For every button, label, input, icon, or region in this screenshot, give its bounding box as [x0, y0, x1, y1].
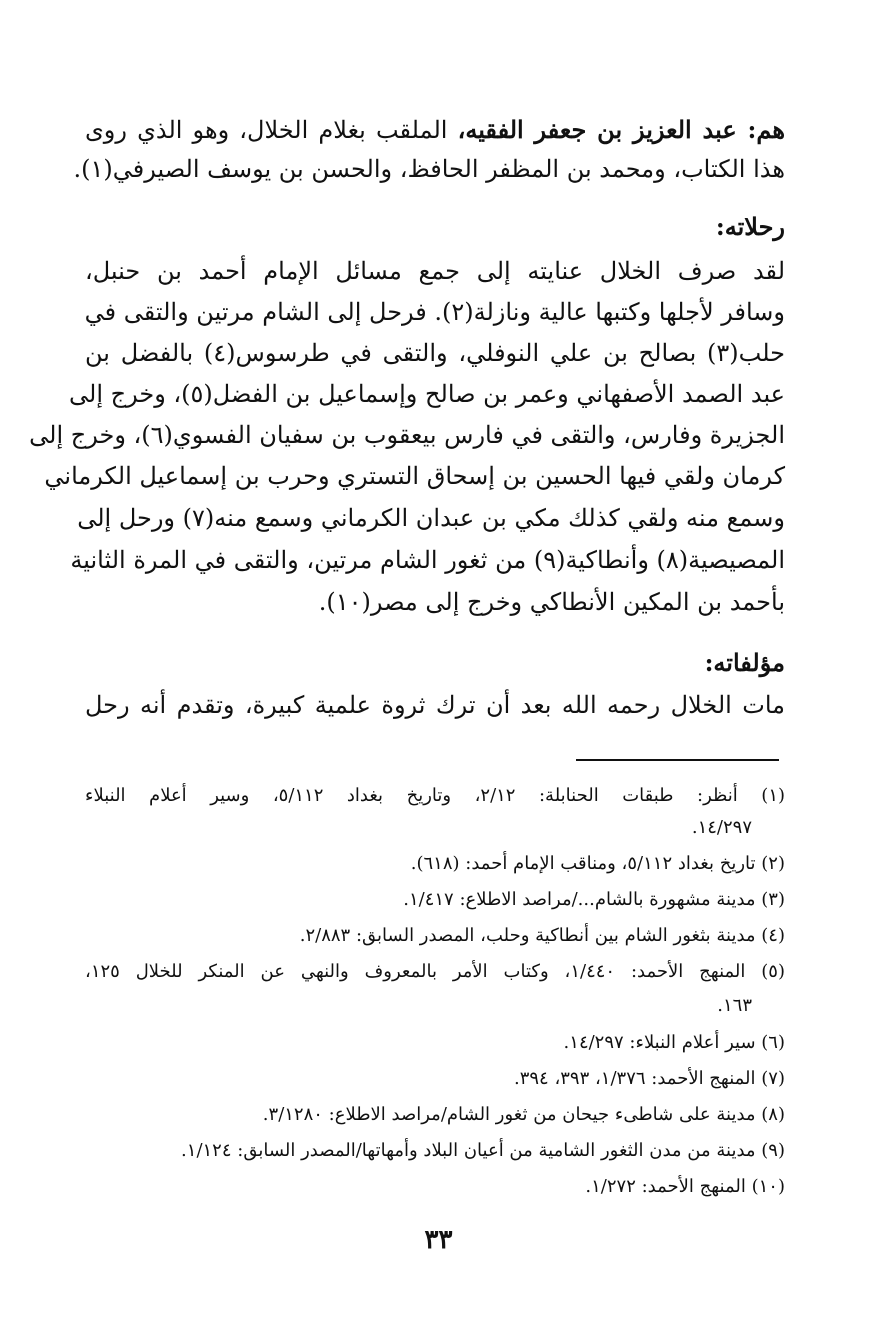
section-heading-travels: رحلاته:: [715, 212, 785, 241]
footnote-5: (٥) المنهج الأحمد: ١/٤٤٠، وكتاب الأمر بالمعروف والنهي عن المنكر للخلال ١٢٥،: [85, 961, 785, 982]
footnote-4: (٤) مدينة بثغور الشام بين أنطاكية وحلب، المصدر السابق: ٢/٨٨٣.: [299, 925, 785, 946]
body-text: الملقب بغلام الخلال، وهو الذي روى: [85, 116, 458, 144]
footnote-8: (٨) مدينة على شاطىء جيحان من ثغور الشام/مراصد الاطلاع: ٣/١٢٨٠.: [262, 1104, 785, 1125]
footnote-1-continuation: ١٤/٢٩٧.: [691, 817, 752, 838]
body-line: وسمع منه ولقي كذلك مكي بن عبدان الكرماني وسمع منه(٧) ورحل إلى: [77, 504, 785, 532]
body-line: وسافر لأجلها وكتبها عالية ونازلة(٢). فرحل إلى الشام مرتين والتقى في: [84, 298, 785, 326]
bold-lead-text: هم: عبد العزيز بن جعفر الفقيه،: [457, 115, 786, 144]
page-number: ٣٣: [424, 1225, 453, 1255]
footnote-3: (٣) مدينة مشهورة بالشام.../مراصد الاطلاع: ١/٤١٧.: [403, 889, 785, 910]
body-line: بأحمد بن المكين الأنطاكي وخرج إلى مصر(١٠).: [318, 588, 785, 616]
section-heading-works: مؤلفاته:: [704, 648, 785, 677]
body-line: [85, 113, 785, 147]
footnote-5-continuation: ١٦٣.: [717, 995, 752, 1016]
footnote-2: (٢) تاريخ بغداد ٥/١١٢، ومناقب الإمام أحمد: (٦١٨).: [410, 853, 785, 874]
body-line: كرمان ولقي فيها الحسين بن إسحاق التستري وحرب بن إسماعيل الكرماني: [44, 462, 785, 490]
footnote-divider: [576, 759, 779, 761]
body-line: عبد الصمد الأصفهاني وعمر بن صالح وإسماعيل بن الفضل(٥)، وخرج إلى: [69, 380, 785, 408]
body-line: المصيصية(٨) وأنطاكية(٩) من ثغور الشام مرتين، والتقى في المرة الثانية: [70, 546, 785, 574]
body-line: مات الخلال رحمه الله بعد أن ترك ثروة علمية كبيرة، وتقدم أنه رحل: [85, 691, 785, 719]
footnote-1: (١) أنظر: طبقات الحنابلة: ٢/١٢، وتاريخ بغداد ٥/١١٢، وسير أعلام النبلاء: [85, 785, 786, 806]
body-line: الجزيرة وفارس، والتقى في فارس بيعقوب بن سفيان الفسوي(٦)، وخرج إلى: [29, 421, 785, 449]
footnote-7: (٧) المنهج الأحمد: ١/٣٧٦، ٣٩٣، ٣٩٤.: [513, 1068, 785, 1089]
footnote-10: (١٠) المنهج الأحمد: ١/٢٧٢.: [585, 1176, 785, 1197]
footnote-9: (٩) مدينة من مدن الثغور الشامية من أعيان البلاد وأمهاتها/المصدر السابق: ١/١٢٤.: [181, 1140, 785, 1161]
body-line: لقد صرف الخلال عنايته إلى جمع مسائل الإمام أحمد بن حنبل،: [85, 257, 785, 285]
footnote-6: (٦) سير أعلام النبلاء: ١٤/٢٩٧.: [563, 1032, 785, 1053]
body-line: هذا الكتاب، ومحمد بن المظفر الحافظ، والحسن بن يوسف الصيرفي(١).: [73, 155, 785, 183]
body-line: حلب(٣) بصالح بن علي النوفلي، والتقى في طرسوس(٤) بالفضل بن: [85, 339, 785, 367]
